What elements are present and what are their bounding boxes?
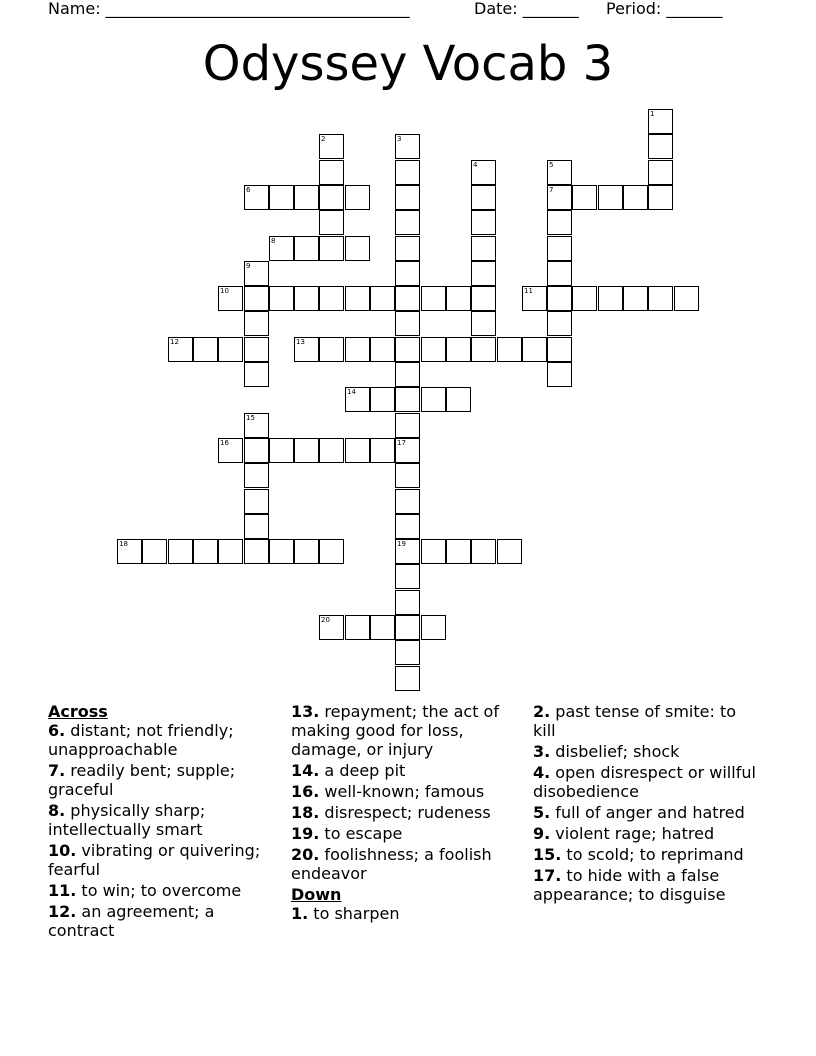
grid-cell[interactable] (168, 337, 193, 362)
cell-number: 5 (549, 161, 554, 169)
clues-column-2 (291, 702, 519, 925)
grid-cell[interactable] (395, 134, 420, 159)
grid-cell[interactable] (218, 337, 243, 362)
page-title: Odyssey Vocab 3 (202, 36, 614, 92)
grid-cell[interactable] (623, 185, 648, 210)
grid-cell[interactable] (547, 185, 572, 210)
clue-number: 17. (533, 866, 562, 885)
grid-cell[interactable] (446, 337, 471, 362)
clue-number: 7. (48, 761, 66, 780)
grid-cell[interactable] (319, 185, 344, 210)
down-heading: Down (291, 885, 342, 904)
clue-text: well-known; famous (319, 782, 485, 801)
clue-item (533, 845, 761, 864)
grid-cell[interactable] (370, 286, 395, 311)
grid-cell[interactable] (218, 539, 243, 564)
grid-cell[interactable] (345, 615, 370, 640)
grid-cell[interactable] (345, 185, 370, 210)
grid-cell[interactable] (345, 286, 370, 311)
across-heading: Across (48, 702, 108, 721)
clue-item (533, 702, 761, 740)
clue-number: 5. (533, 803, 551, 822)
grid-cell[interactable] (471, 539, 496, 564)
clue-item (291, 845, 519, 883)
grid-cell[interactable] (294, 185, 319, 210)
clue-number: 19. (291, 824, 320, 843)
clue-item (291, 824, 519, 843)
grid-cell[interactable] (395, 160, 420, 185)
grid-cell[interactable] (674, 286, 699, 311)
grid-cell[interactable] (244, 514, 269, 539)
grid-cell[interactable] (244, 489, 269, 514)
clue-number: 10. (48, 841, 77, 860)
cell-number: 9 (246, 262, 251, 270)
clue-text: to scold; to reprimand (561, 845, 744, 864)
clue-text: to sharpen (308, 904, 400, 923)
grid-cell[interactable] (218, 286, 243, 311)
clue-number: 18. (291, 803, 320, 822)
grid-cell[interactable] (547, 311, 572, 336)
grid-cell[interactable] (572, 286, 597, 311)
grid-cell[interactable] (269, 539, 294, 564)
cell-number: 18 (119, 540, 128, 548)
grid-cell[interactable] (421, 387, 446, 412)
grid-cell[interactable] (522, 337, 547, 362)
grid-cell[interactable] (168, 539, 193, 564)
grid-cell[interactable] (446, 387, 471, 412)
clue-list-col2-across (291, 702, 519, 883)
grid-cell[interactable] (395, 261, 420, 286)
clue-item (533, 803, 761, 822)
cell-number: 6 (246, 186, 251, 194)
grid-cell[interactable] (294, 539, 319, 564)
cell-number: 15 (246, 414, 255, 422)
clue-text: repayment; the act of making good for loss, damage, or injury (291, 702, 499, 759)
grid-cell[interactable] (395, 236, 420, 261)
grid-cell[interactable] (395, 539, 420, 564)
clue-item (48, 902, 276, 940)
grid-cell[interactable] (395, 286, 420, 311)
clue-text: readily bent; supple; graceful (48, 761, 236, 799)
clue-item (48, 881, 276, 900)
grid-cell[interactable] (319, 134, 344, 159)
grid-cell[interactable] (471, 160, 496, 185)
clue-number: 3. (533, 742, 551, 761)
grid-cell[interactable] (244, 539, 269, 564)
grid-cell[interactable] (471, 236, 496, 261)
clue-number: 4. (533, 763, 551, 782)
grid-cell[interactable] (547, 160, 572, 185)
grid-cell[interactable] (319, 539, 344, 564)
grid-cell[interactable] (269, 236, 294, 261)
grid-cell[interactable] (421, 337, 446, 362)
grid-cell[interactable] (370, 438, 395, 463)
clue-list-col2-down (291, 904, 519, 923)
grid-cell[interactable] (269, 438, 294, 463)
grid-cell[interactable] (648, 160, 673, 185)
clue-text: to escape (319, 824, 403, 843)
grid-cell[interactable] (446, 286, 471, 311)
grid-cell[interactable] (345, 337, 370, 362)
cell-number: 13 (296, 338, 305, 346)
grid-cell[interactable] (345, 387, 370, 412)
clue-number: 12. (48, 902, 77, 921)
clue-text: an agreement; a contract (48, 902, 215, 940)
clue-text: physically sharp; intellectually smart (48, 801, 206, 839)
grid-cell[interactable] (395, 489, 420, 514)
grid-cell[interactable] (421, 615, 446, 640)
cell-number: 2 (321, 135, 326, 143)
grid-cell[interactable] (395, 387, 420, 412)
clue-text: to hide with a false appearance; to disguise (533, 866, 726, 904)
grid-cell[interactable] (395, 590, 420, 615)
grid-cell[interactable] (471, 185, 496, 210)
grid-cell[interactable] (547, 236, 572, 261)
grid-cell[interactable] (319, 236, 344, 261)
cell-number: 14 (347, 388, 356, 396)
grid-cell[interactable] (193, 539, 218, 564)
grid-cell[interactable] (244, 413, 269, 438)
grid-cell[interactable] (244, 438, 269, 463)
grid-cell[interactable] (648, 286, 673, 311)
grid-cell[interactable] (294, 438, 319, 463)
grid-cell[interactable] (395, 666, 420, 691)
clues-column-3 (533, 702, 761, 906)
grid-cell[interactable] (319, 438, 344, 463)
clue-number: 2. (533, 702, 551, 721)
grid-cell[interactable] (244, 261, 269, 286)
grid-cell[interactable] (395, 337, 420, 362)
grid-cell[interactable] (345, 438, 370, 463)
clue-number: 6. (48, 721, 66, 740)
cell-number: 17 (397, 439, 406, 447)
grid-cell[interactable] (319, 286, 344, 311)
name-field-label: Name: ______________________________________ (48, 0, 410, 18)
clue-item (48, 801, 276, 839)
grid-cell[interactable] (395, 362, 420, 387)
cell-number: 4 (473, 161, 478, 169)
grid-cell[interactable] (345, 236, 370, 261)
grid-cell[interactable] (395, 514, 420, 539)
clue-item (291, 782, 519, 801)
clue-item (291, 761, 519, 780)
clue-number: 1. (291, 904, 309, 923)
clue-item (291, 803, 519, 822)
grid-cell[interactable] (244, 286, 269, 311)
grid-cell[interactable] (117, 539, 142, 564)
clue-number: 20. (291, 845, 320, 864)
grid-cell[interactable] (471, 261, 496, 286)
grid-cell[interactable] (244, 463, 269, 488)
clue-number: 9. (533, 824, 551, 843)
clue-item (533, 763, 761, 801)
grid-cell[interactable] (446, 539, 471, 564)
clue-number: 16. (291, 782, 320, 801)
grid-cell[interactable] (142, 539, 167, 564)
period-field-label: Period: _______ (606, 0, 723, 18)
grid-cell[interactable] (395, 463, 420, 488)
clue-text: to win; to overcome (76, 881, 242, 900)
grid-cell[interactable] (395, 438, 420, 463)
cell-number: 1 (650, 110, 655, 118)
grid-cell[interactable] (648, 109, 673, 134)
grid-cell[interactable] (319, 160, 344, 185)
grid-cell[interactable] (395, 413, 420, 438)
cell-number: 20 (321, 616, 330, 624)
clue-text: past tense of smite: to kill (533, 702, 737, 740)
clue-text: disrespect; rudeness (319, 803, 491, 822)
grid-cell[interactable] (319, 210, 344, 235)
grid-cell[interactable] (218, 438, 243, 463)
cell-number: 19 (397, 540, 406, 548)
grid-cell[interactable] (648, 185, 673, 210)
cell-number: 11 (524, 287, 533, 295)
clue-item (48, 721, 276, 759)
grid-cell[interactable] (395, 615, 420, 640)
grid-cell[interactable] (244, 362, 269, 387)
clue-item (48, 841, 276, 879)
clue-text: open disrespect or willful disobedience (533, 763, 756, 801)
clue-item (291, 702, 519, 759)
grid-cell[interactable] (522, 286, 547, 311)
clues-column-1 (48, 702, 276, 942)
grid-cell[interactable] (395, 564, 420, 589)
grid-cell[interactable] (319, 615, 344, 640)
clue-text: vibrating or quivering; fearful (48, 841, 261, 879)
clue-item (533, 742, 761, 761)
grid-cell[interactable] (547, 337, 572, 362)
grid-cell[interactable] (648, 134, 673, 159)
grid-cell[interactable] (395, 640, 420, 665)
grid-cell[interactable] (269, 185, 294, 210)
grid-cell[interactable] (370, 387, 395, 412)
grid-cell[interactable] (547, 261, 572, 286)
clue-text: full of anger and hatred (550, 803, 745, 822)
clue-item (533, 866, 761, 904)
grid-cell[interactable] (319, 337, 344, 362)
clue-item (291, 904, 519, 923)
grid-cell[interactable] (244, 185, 269, 210)
clue-list-col3 (533, 702, 761, 904)
grid-cell[interactable] (497, 337, 522, 362)
grid-cell[interactable] (294, 236, 319, 261)
clue-item (48, 761, 276, 799)
grid-cell[interactable] (547, 362, 572, 387)
grid-cell[interactable] (471, 286, 496, 311)
cell-number: 3 (397, 135, 402, 143)
date-field-label: Date: _______ (474, 0, 579, 18)
grid-cell[interactable] (294, 337, 319, 362)
grid-cell[interactable] (598, 286, 623, 311)
clue-text: a deep pit (319, 761, 406, 780)
grid-cell[interactable] (269, 286, 294, 311)
clue-number: 13. (291, 702, 320, 721)
cell-number: 16 (220, 439, 229, 447)
grid-cell[interactable] (193, 337, 218, 362)
clue-item (533, 824, 761, 843)
clue-text: disbelief; shock (550, 742, 680, 761)
grid-cell[interactable] (598, 185, 623, 210)
grid-cell[interactable] (471, 210, 496, 235)
cell-number: 12 (170, 338, 179, 346)
grid-cell[interactable] (421, 286, 446, 311)
clue-text: violent rage; hatred (550, 824, 715, 843)
grid-cell[interactable] (244, 311, 269, 336)
grid-cell[interactable] (294, 286, 319, 311)
grid-cell[interactable] (471, 337, 496, 362)
grid-cell[interactable] (395, 311, 420, 336)
grid-cell[interactable] (395, 210, 420, 235)
clue-list-col1 (48, 721, 276, 940)
grid-cell[interactable] (547, 210, 572, 235)
grid-cell[interactable] (421, 539, 446, 564)
clue-number: 14. (291, 761, 320, 780)
grid-cell[interactable] (370, 615, 395, 640)
grid-cell[interactable] (395, 185, 420, 210)
clue-text: distant; not friendly; unapproachable (48, 721, 234, 759)
clue-number: 15. (533, 845, 562, 864)
grid-cell[interactable] (244, 337, 269, 362)
grid-cell[interactable] (497, 539, 522, 564)
clue-number: 8. (48, 801, 66, 820)
cell-number: 8 (271, 237, 276, 245)
grid-cell[interactable] (623, 286, 648, 311)
clue-text: foolishness; a foolish endeavor (291, 845, 492, 883)
grid-cell[interactable] (370, 337, 395, 362)
cell-number: 10 (220, 287, 229, 295)
clue-number: 11. (48, 881, 77, 900)
grid-cell[interactable] (572, 185, 597, 210)
cell-number: 7 (549, 186, 554, 194)
grid-cell[interactable] (547, 286, 572, 311)
grid-cell[interactable] (471, 311, 496, 336)
